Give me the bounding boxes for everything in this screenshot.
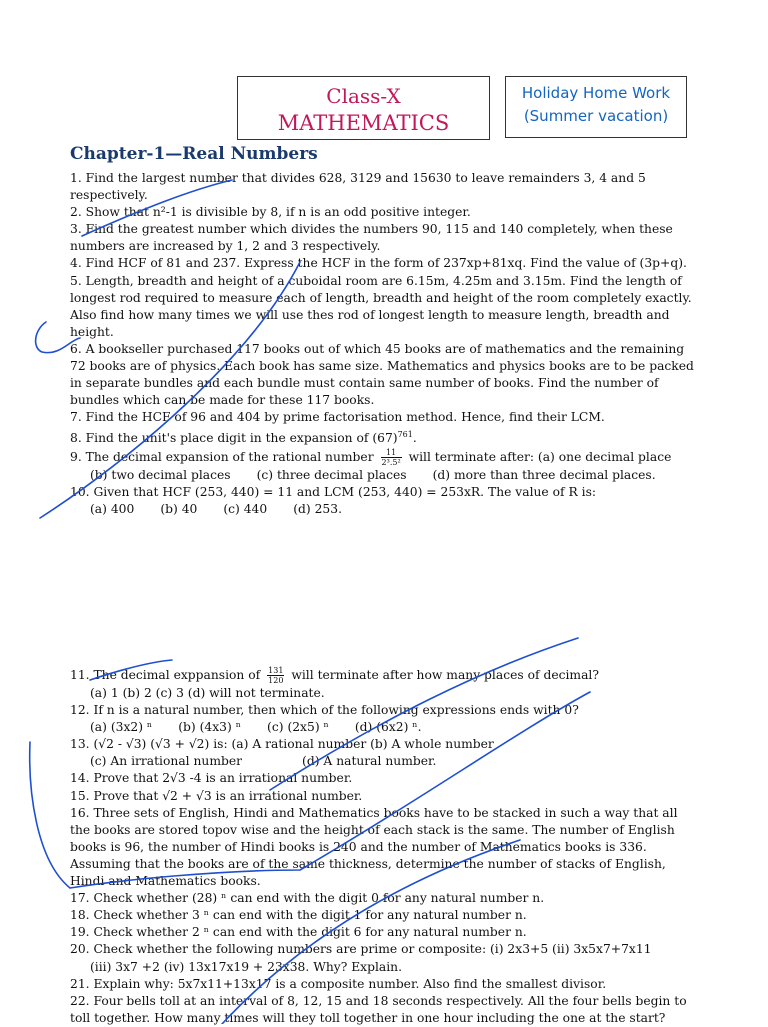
fraction-denominator: 2³.5² xyxy=(381,457,401,467)
holiday-homework-box xyxy=(505,76,687,138)
option: (c) (2x5) ⁿ xyxy=(267,720,329,735)
question-5: 5. Length, breadth and height of a cuboidal room are 6.15m, 4.25m and 3.15m. Find the length of longest rod required to measure each of length, breadth and height of the room completely exactly. Also find how many times we will use thes rod of longest length to measure length, breadth and height. xyxy=(70,273,692,339)
class-label: Class-X xyxy=(326,84,401,108)
question-11-fraction xyxy=(267,666,284,685)
option: (d) A natural number. xyxy=(302,754,437,769)
question-9-post: will terminate after: (a) one decimal place xyxy=(408,449,672,464)
question-11-options: (a) 1 (b) 2 (c) 3 (d) will not terminate. xyxy=(90,686,325,700)
question-8-text: 8. Find the unit's place digit in the expansion of (67) xyxy=(70,431,398,446)
question-21: 21. Explain why: 5x7x11+13x17 is a composite number. Also find the smallest divisor. xyxy=(70,976,607,991)
question-15: 15. Prove that √2 + √3 is an irrational number. xyxy=(70,788,363,803)
option: (c) three decimal places xyxy=(256,467,407,482)
question-10-options xyxy=(70,501,700,518)
option: (b) 40 xyxy=(160,501,198,516)
option: (c) 440 xyxy=(223,501,268,516)
question-block-1 xyxy=(70,170,700,518)
question-20-continued: (iii) 3x7 +2 (iv) 13x17x19 + 23x38. Why? Explain. xyxy=(90,959,403,974)
question-4: 4. Find HCF of 81 and 237. Express the HCF in the form of 237xp+81xq. Find the value of (3p+q). xyxy=(70,256,687,271)
option: (b) (4x3) ⁿ xyxy=(178,720,242,735)
title-box xyxy=(237,76,490,140)
question-18: 18. Check whether 3 ⁿ can end with the digit 1 for any natural number n. xyxy=(70,908,527,923)
question-20: 20. Check whether the following numbers are prime or composite: (i) 2x3+5 (ii) 3x5x7+7x11 xyxy=(70,942,652,957)
question-11-post: will terminate after how many places of decimal? xyxy=(291,668,599,682)
hw-line-1: Holiday Home Work xyxy=(521,84,671,102)
question-9-pre: 9. The decimal expansion of the rational number xyxy=(70,449,374,464)
question-9-options xyxy=(70,467,700,484)
question-19: 19. Check whether 2 ⁿ can end with the digit 6 for any natural number n. xyxy=(70,925,527,940)
fraction-denominator: 120 xyxy=(268,676,284,685)
question-12: 12. If n is a natural number, then which of the following expressions ends with 0? xyxy=(70,703,579,718)
option: (d) (6x2) ⁿ. xyxy=(354,720,422,735)
question-13: 13. (√2 - √3) (√3 + √2) is: (a) A rational number (b) A whole number xyxy=(70,737,494,752)
question-22: 22. Four bells toll at an interval of 8, 12, 15 and 18 seconds respectively. All the four bells begin to toll together. How many times will they toll together in one hour including the one at the start? xyxy=(70,993,687,1025)
question-17: 17. Check whether (28) ⁿ can end with the digit 0 for any natural number n. xyxy=(70,891,545,906)
option: (d) 253. xyxy=(293,501,342,516)
question-8: 8. Find the unit's place digit in the expansion of $(67)^{761}$. xyxy=(70,430,417,446)
question-9 xyxy=(70,448,700,467)
fraction-numerator: 11 xyxy=(381,448,402,458)
question-6: 6. A bookseller purchased 117 books out of which 45 books are of mathematics and the remaining 72 books are of physics. Each book has same size. Mathematics and physics books are to be packed in separate bundles and each bundle must contain same number of books. Find the number of bundles which can be made for these 117 books. xyxy=(70,341,694,408)
option: (a) 400 xyxy=(90,501,135,516)
question-14: 14. Prove that 2√3 -4 is an irrational number. xyxy=(70,771,353,786)
option: (b) two decimal places xyxy=(90,467,231,482)
question-7: 7. Find the HCF of 96 and 404 by prime factorisation method. Hence, find their LCM. xyxy=(70,410,605,425)
question-11-pre: 11. The decimal exppansion of xyxy=(70,668,261,682)
question-11 xyxy=(70,666,700,685)
chapter-title: Chapter-1—Real Numbers xyxy=(70,144,318,164)
question-16: 16. Three sets of English, Hindi and Mathematics books have to be stacked in such a way that all the books are stored topov wise and the height of each stack is the same. The number of English books is 96, the number of Hindi books is 240 and the number of Mathematics books is 336. Assuming that the books are of the same thickness, determine the number of stacks of English, Hindi and Mathematics books. xyxy=(70,805,678,889)
question-12-options xyxy=(70,719,700,736)
option: (c) An irrational number xyxy=(90,754,243,769)
question-block-2 xyxy=(70,666,700,1027)
question-9-fraction xyxy=(381,448,402,467)
subject-title: MATHEMATICS xyxy=(277,111,450,135)
option: (d) more than three decimal places. xyxy=(432,467,656,482)
question-10: 10. Given that HCF (253, 440) = 11 and LCM (253, 440) = 253xR. The value of R is: xyxy=(70,484,597,499)
fraction-numerator: 131 xyxy=(268,666,284,675)
question-2: 2. Show that n²-1 is divisible by 8, if n is an odd positive integer. xyxy=(70,205,471,220)
question-13-options xyxy=(70,753,700,770)
option: (a) (3x2) ⁿ xyxy=(90,720,153,735)
hw-line-2: (Summer vacation) xyxy=(523,107,669,125)
question-3: 3. Find the greatest number which divides the numbers 90, 115 and 140 completely, when these numbers are increased by 1, 2 and 3 respectively. xyxy=(70,222,673,254)
question-8-exponent: 761 xyxy=(397,430,413,440)
question-1: 1. Find the largest number that divides 628, 3129 and 15630 to leave remainders 3, 4 and 5 respectively. xyxy=(70,171,646,203)
